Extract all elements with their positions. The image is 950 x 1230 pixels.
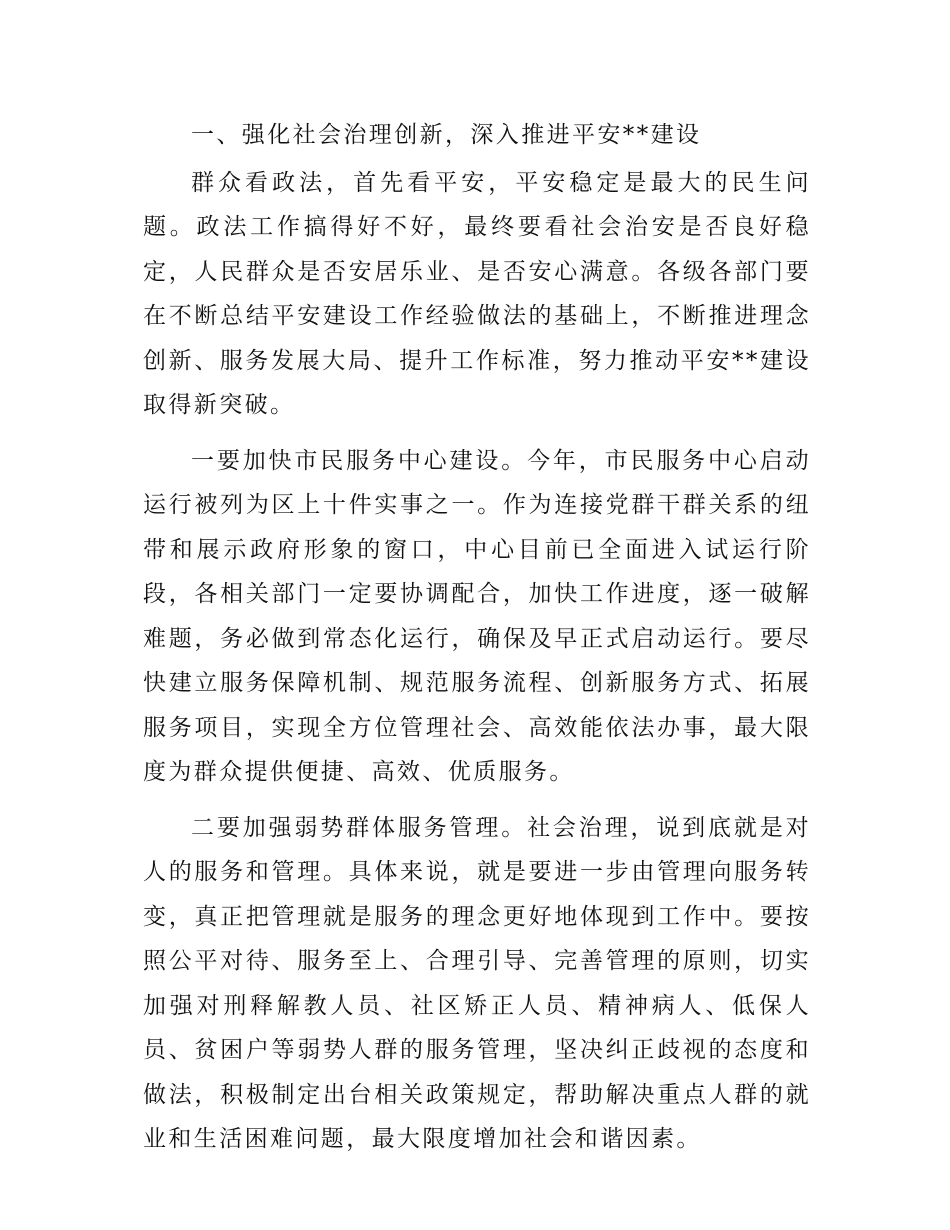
paragraph-vulnerable-groups: 二要加强弱势群体服务管理。社会治理，说到底就是对人的服务和管理。具体来说，就是要进一步由管理向服务转变，真正把管理就是服务的理念更好地体现到工作中。要按照公平对待、服务至上、合理引导、完善管理的原则，切实加强对刑释解教人员、社区矫正人员、精神病人、低保人员、贫困户等弱势人群的服务管理，坚决纠正歧视的态度和做法，积极制定出台相关政策规定，帮助解决重点人群的就业和生活困难问题，最大限度增加社会和谐因素。 <box>143 814 811 1152</box>
section-heading: 一、强化社会治理创新，深入推进平安**建设 <box>191 122 702 148</box>
paragraph-intro: 群众看政法，首先看平安，平安稳定是最大的民生问题。政法工作搞得好不好，最终要看社会治安是否良好稳定，人民群众是否安居乐业、是否安心满意。各级各部门要在不断总结平安建设工作经验做法的基础上，不断推进理念创新、服务发展大局、提升工作标准，努力推动平安**建设取得新突破。 <box>143 169 811 418</box>
paragraph-citizen-service-center: 一要加快市民服务中心建设。今年，市民服务中心启动运行被列为区上十件实事之一。作为连接党群干群关系的纽带和展示政府形象的窗口，中心目前已全面进入试运行阶段，各相关部门一定要协调配合，加快工作进度，逐一破解难题，务必做到常态化运行，确保及早正式启动运行。要尽快建立服务保障机制、规范服务流程、创新服务方式、拓展服务项目，实现全方位管理社会、高效能依法办事，最大限度为群众提供便捷、高效、优质服务。 <box>143 447 811 785</box>
document-body <box>143 113 811 1173</box>
